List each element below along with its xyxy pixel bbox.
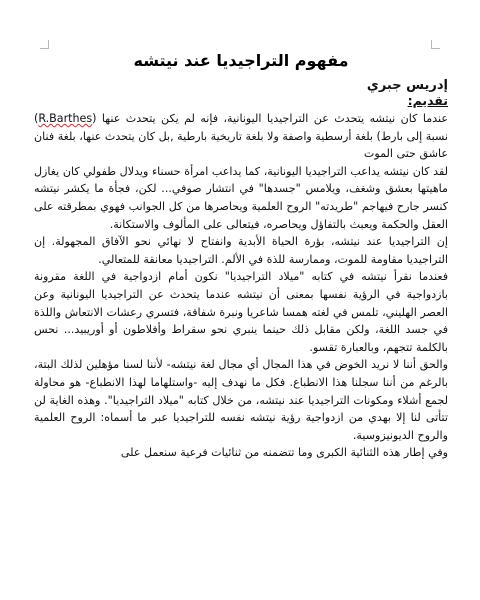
- margin-corner-mark: [40, 40, 49, 49]
- margin-corner-mark: [431, 40, 440, 49]
- paragraph-text: عندما كان نيتشه يتحدث عن التراجيديا اليونانية، فإنه لم يكن يتحدث عنها (: [92, 112, 448, 125]
- paragraph: والحق أننا لا نريد الخوض في هذا المجال أي مجال لغة نيتشه- لأننا لسنا مؤهلين لذلك البتة، بالرغم من أننا سجلنا هذا الانطباع. فكل ما نهدف إليه -واستلهاما لهذا الانطباع- هو محاولة لجمع أشلاء ومكونات التراجيديا عند نيتشه، من خلال كتابه "ميلاد التراجيديا". وهذه الغاية لن تتأتى لنا إلا بهدي من ازدواجية رؤية نيتشه نفسه للتراجيديا عبر ما أسماه: الروح العلمية والروح الديونيزوسية.: [34, 358, 448, 442]
- paragraph-text: ) نسبة إلى بارط) بلغة أرسطية واصفة ولا بلغة تاريخية بارطية ,بل كان يتحدث عنها، بلغة فنان عاشق حتى الموت: [34, 112, 448, 161]
- paragraph: وفي إطار هذه الثنائية الكبرى وما تتضمنه من ثنائيات فرعية سنعمل على: [120, 446, 448, 460]
- paragraph: فعندما نقرأ نيتشه في كتابه "ميلاد التراجيديا" نكون أمام ازدواجية في اللغة مقرونة بازدواجية في الرؤية نفسها بمعنى أن نيتشه عندما يتحدث عن التراجيديا اليونانية وعن العصر الهليني، تلمس في لغته همسا شاعريا ونبرة شفافة، فتسري رعشات الانتعاش واللذة في جسد اللغة، ولكن مقابل ذلك حينما ينبري نحو سقراط وأفلاطون أو أوريبيد... نحس بالكلمة تتجهم، وبالعبارة تقسو.: [34, 270, 448, 354]
- section-heading: تقديم:: [407, 93, 448, 108]
- paragraph: لقد كان نيتشه يداعب التراجيديا اليونانية، كما يداعب امرأة حسناء ويدلال طفولي كان يغازل ماهيتها بعشق وشغف، ويلامس "جسدها" في انتشار صوفي... لكن، فجأة ما يكشر نيتشه كنسر جارح فيهاجم "طريدته" الروح العلمية ويحاصرها من كل الجوانب فهوي بمطرقته على العقل والحكمة ويعبث بالتفاؤل ويحاصره، فيتعالى على المألوف والاستكانة.: [34, 164, 448, 231]
- document-body: [34, 50, 448, 462]
- author-name: إدريس جبري: [366, 78, 448, 93]
- paragraph: [34, 110, 448, 163]
- document-title: مفهوم التراجيديا عند نيتشه: [133, 51, 349, 70]
- paragraph: إن التراجيديا عند نيتشه، بؤرة الحياة الأبدية وانفتاح لا نهائي نحو الآفاق المجهولة. إن التراجيديا مقاومة للموت، وممارسة للذة في الألم. التراجيديا معانقة للمتعالي.: [34, 235, 448, 266]
- latin-term: R.Barthes: [38, 112, 93, 125]
